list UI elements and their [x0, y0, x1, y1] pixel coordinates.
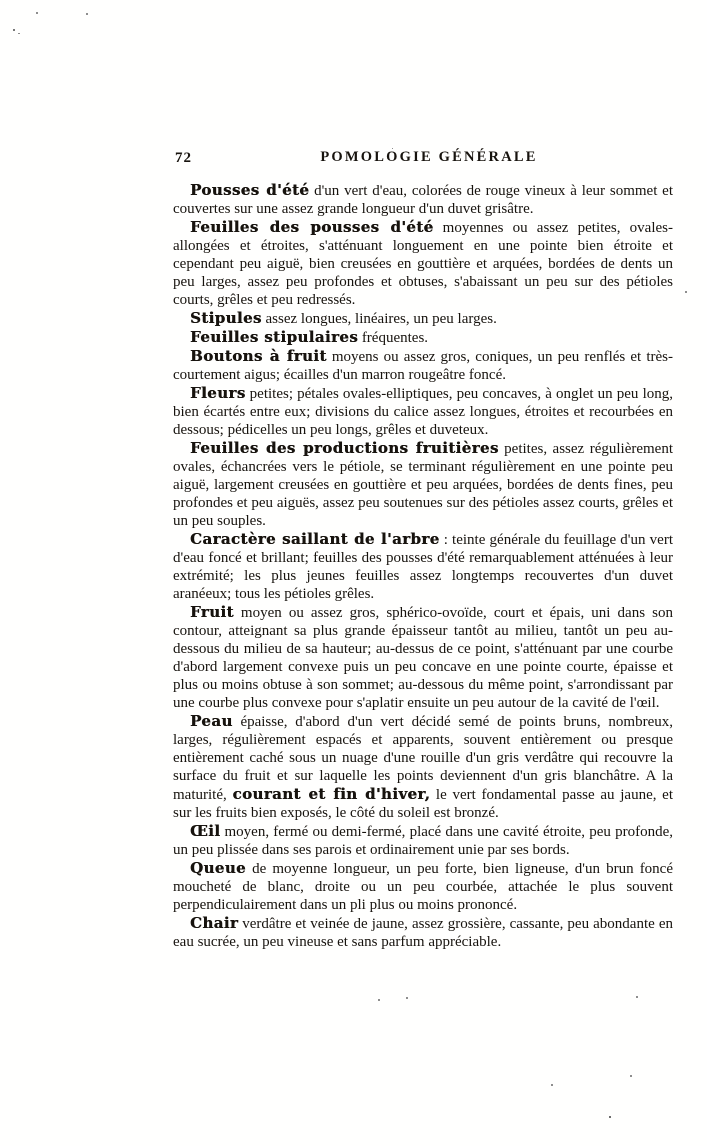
scan-speckle: [609, 1116, 611, 1118]
scan-speckle: [551, 1084, 553, 1086]
paragraph: [173, 439, 673, 530]
paragraph-text: d'un vert d'eau, colorées de rouge vineux à leur sommet et couvertes sur une assez grande longueur d'un duvet grisâtre.: [173, 183, 674, 217]
paragraph: [173, 328, 673, 347]
paragraph-text: petites, assez régulièrement ovales, échancrées vers le pétiole, se terminant régulièrement en une pointe peu aiguë, largement creusées en gouttière et peu arquées, bordées de dents fines, peu profondes et peu aiguës, assez peu soutenues sur des pétioles assez courts, grêles et un peu souples.: [173, 441, 673, 529]
scan-speckle: [36, 12, 38, 14]
paragraph: [173, 530, 673, 603]
scan-speckle: [406, 997, 408, 999]
paragraph-lead: Queue: [190, 859, 246, 877]
paragraph: [173, 914, 673, 951]
text-block: [173, 181, 673, 951]
paragraph: [173, 603, 673, 712]
paragraph-lead: Feuilles des pousses d'été: [190, 218, 434, 236]
paragraph: [173, 218, 673, 309]
paragraph-text: : teinte générale du feuillage d'un vert d'eau foncé et brillant; feuilles des pousses d'été remarquablement atténuées à leur extrémité; les plus jeunes feuilles assez longtemps recouvertes d'un duvet aranéeux; tous les pétioles grêles.: [173, 532, 673, 602]
page-header: [173, 149, 673, 168]
paragraph: [173, 347, 673, 384]
paragraph-lead: Peau: [190, 712, 233, 730]
paragraph-text: de moyenne longueur, un peu forte, bien ligneuse, d'un brun foncé moucheté de blanc, droite ou un peu courbée, attachée le plus souvent perpendiculairement dans un pli plus ou moins prononcé.: [173, 861, 673, 913]
paragraph-lead: Caractère saillant de l'arbre: [190, 530, 440, 548]
paragraph-text: le vert fondamental passe au jaune, et sur les fruits bien exposés, le côté du soleil est bronzé.: [173, 787, 674, 821]
paragraph: [173, 384, 673, 439]
paragraph-lead: Pousses d'été: [190, 181, 310, 199]
paragraph-lead: Stipules: [190, 309, 262, 327]
page-number: 72: [175, 150, 192, 166]
paragraph-lead: Fleurs: [190, 384, 246, 402]
paragraph-lead: Fruit: [190, 603, 234, 621]
paragraph: [173, 712, 673, 822]
paragraph-text: épaisse, d'abord d'un vert décidé semé de points bruns, nombreux, larges, régulièrement espacés et apparents, souvent entièrement ou presque entièrement caché sous un nuage d'une rouille d'un gris verdâtre qui recouvre la surface du fruit et sur laquelle les points deviennent d'un gris blanchâtre. A la maturité,: [173, 714, 673, 803]
paragraph: [173, 309, 673, 328]
paragraph-lead: Œil: [190, 822, 221, 840]
scan-speckle: [18, 33, 20, 34]
bold-phrase: courant et fin d'hiver,: [232, 785, 431, 803]
paragraph-lead: Chair: [190, 914, 239, 932]
scan-speckle: [378, 999, 380, 1001]
scan-speckle: [685, 291, 687, 293]
paragraph-text: fréquentes.: [358, 330, 429, 346]
paragraph: [173, 181, 673, 218]
paragraph: [173, 859, 673, 914]
paragraph-text: moyen, fermé ou demi-fermé, placé dans une cavité étroite, peu profonde, un peu plissée dans ses parois et ordinairement unie par ses bords.: [173, 824, 673, 858]
paragraph-lead: Boutons à fruit: [190, 347, 327, 365]
running-header: POMOLOGIE GÉNÉRALE: [320, 149, 538, 165]
paragraph-text: moyen ou assez gros, sphérico-ovoïde, court et épais, uni dans son contour, atteignant sa plus grande épaisseur tantôt au milieu, tantôt un peu au-dessous du milieu de sa hauteur; au-dessus de ce point, s'atténuant par une courbe d'abord largement convexe puis un peu concave en une pointe courte, épaisse et plus ou moins obtuse à son sommet; au-dessous du même point, s'arrondissant par une courbe plus convexe pour s'aplatir ensuite un peu autour de la cavité de l'œil.: [173, 605, 673, 711]
scan-speckle: [630, 1075, 632, 1077]
paragraph-text: moyennes ou assez petites, ovales-allongées et étroites, s'atténuant longuement en une pointe bien étroite et cependant peu aiguë, bien creusées en gouttière et arquées, bordées de dents un peu larges, assez peu profondes et obtuses, s'abaissant un peu sur des pétioles courts, grêles et peu redressés.: [173, 220, 673, 308]
paragraph-text: moyens ou assez gros, coniques, un peu renflés et très-courtement aigus; écailles d'un marron rougeâtre foncé.: [173, 349, 673, 383]
paragraph-lead: Feuilles des productions fruitières: [190, 439, 499, 457]
scan-speckle: [86, 13, 88, 15]
paragraph-lead: Feuilles stipulaires: [190, 328, 359, 346]
paragraph-text: verdâtre et veinée de jaune, assez grossière, cassante, peu abondante en eau sucrée, un peu vineuse et sans parfum appréciable.: [173, 916, 673, 950]
paragraph: [173, 822, 673, 859]
scan-speckle: [636, 996, 638, 998]
paragraph-text: assez longues, linéaires, un peu larges.: [261, 311, 497, 327]
paragraph-text: petites; pétales ovales-elliptiques, peu concaves, à onglet un peu long, bien écartés entre eux; divisions du calice assez longues, étroites et recourbées en dessous; pédicelles un peu longs, grêles et duveteux.: [173, 386, 673, 438]
scan-speckle: [13, 29, 15, 31]
